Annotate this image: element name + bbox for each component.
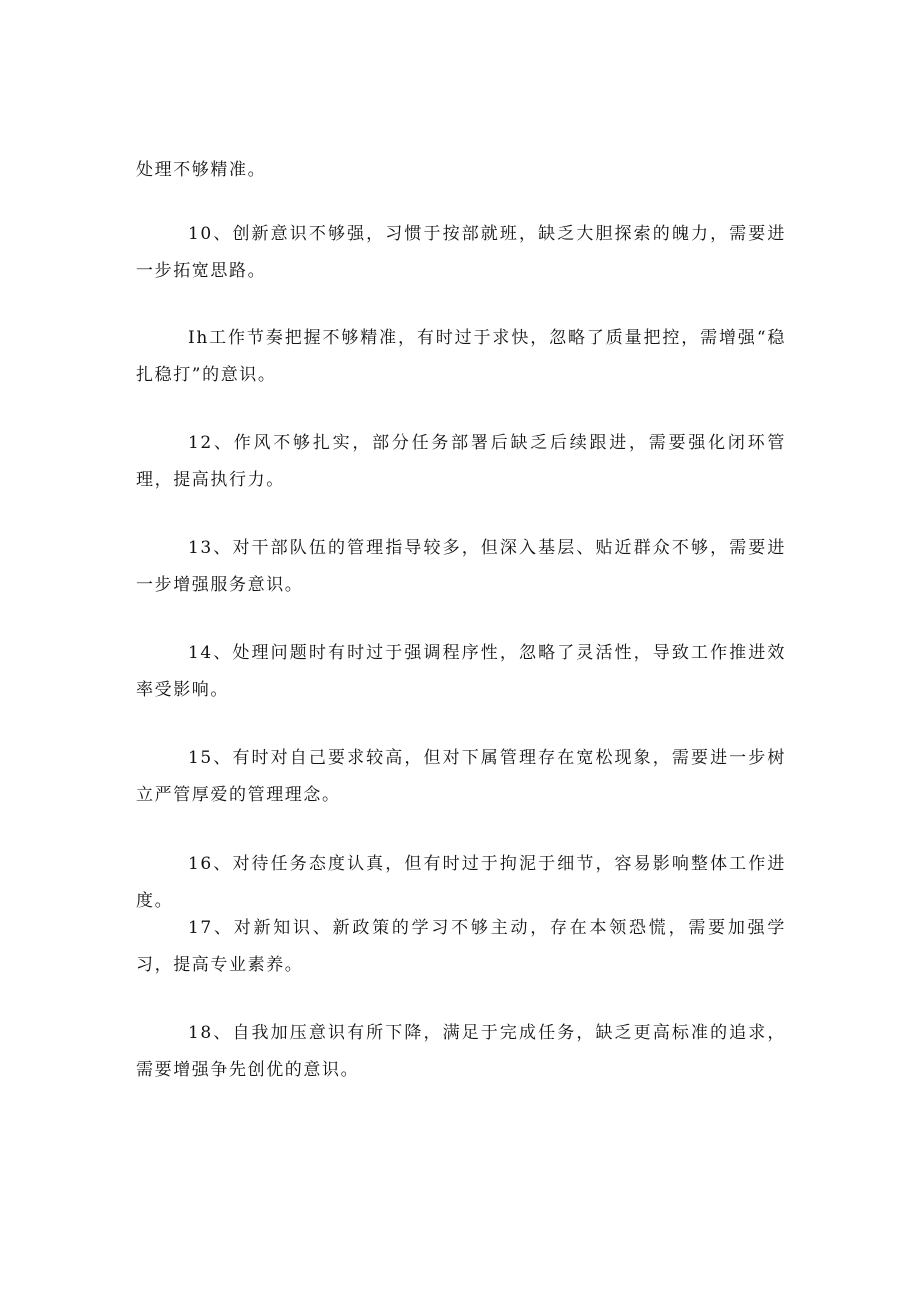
paragraph-text: 10、创新意识不够强，习惯于按部就班，缺乏大胆探索的魄力，需要进一步拓宽思路。 (136, 224, 786, 281)
paragraph-text: 15、有时对自己要求较高，但对下属管理存在宽松现象，需要进一步树立严管厚爱的管理理念。 (136, 748, 786, 805)
paragraph-item-14 (136, 635, 786, 709)
paragraph-text: 12、作风不够扎实，部分任务部署后缺乏后续跟进，需要强化闭环管理，提高执行力。 (136, 433, 786, 490)
paragraph-item-15 (136, 740, 786, 814)
paragraph-item-18 (136, 1015, 786, 1089)
paragraph-item-11 (136, 320, 786, 394)
paragraph-item-12 (136, 425, 786, 499)
paragraph-item-10 (136, 216, 786, 290)
paragraph-item-16 (136, 846, 786, 920)
paragraph-text: 18、自我加压意识有所下降，满足于完成任务，缺乏更高标准的追求，需要增强争先创优的意识。 (136, 1023, 786, 1080)
paragraph-text: Ih工作节奏把握不够精准，有时过于求快，忽略了质量把控，需增强“稳扎稳打”的意识。 (136, 328, 786, 385)
paragraph-text: 13、对干部队伍的管理指导较多，但深入基层、贴近群众不够，需要进一步增强服务意识。 (136, 538, 786, 595)
paragraph-text: 17、对新知识、新政策的学习不够主动，存在本领恐慌，需要加强学习，提高专业素养。 (136, 918, 786, 975)
paragraph-item-13 (136, 530, 786, 604)
paragraph-item-17 (136, 910, 786, 984)
paragraph-continuation (136, 152, 786, 189)
paragraph-text: 处理不够精准。 (136, 160, 267, 180)
paragraph-text: 14、处理问题时有时过于强调程序性，忽略了灵活性，导致工作推进效率受影响。 (136, 643, 786, 700)
paragraph-text: 16、对待任务态度认真，但有时过于拘泥于细节，容易影响整体工作进度。 (136, 854, 786, 911)
